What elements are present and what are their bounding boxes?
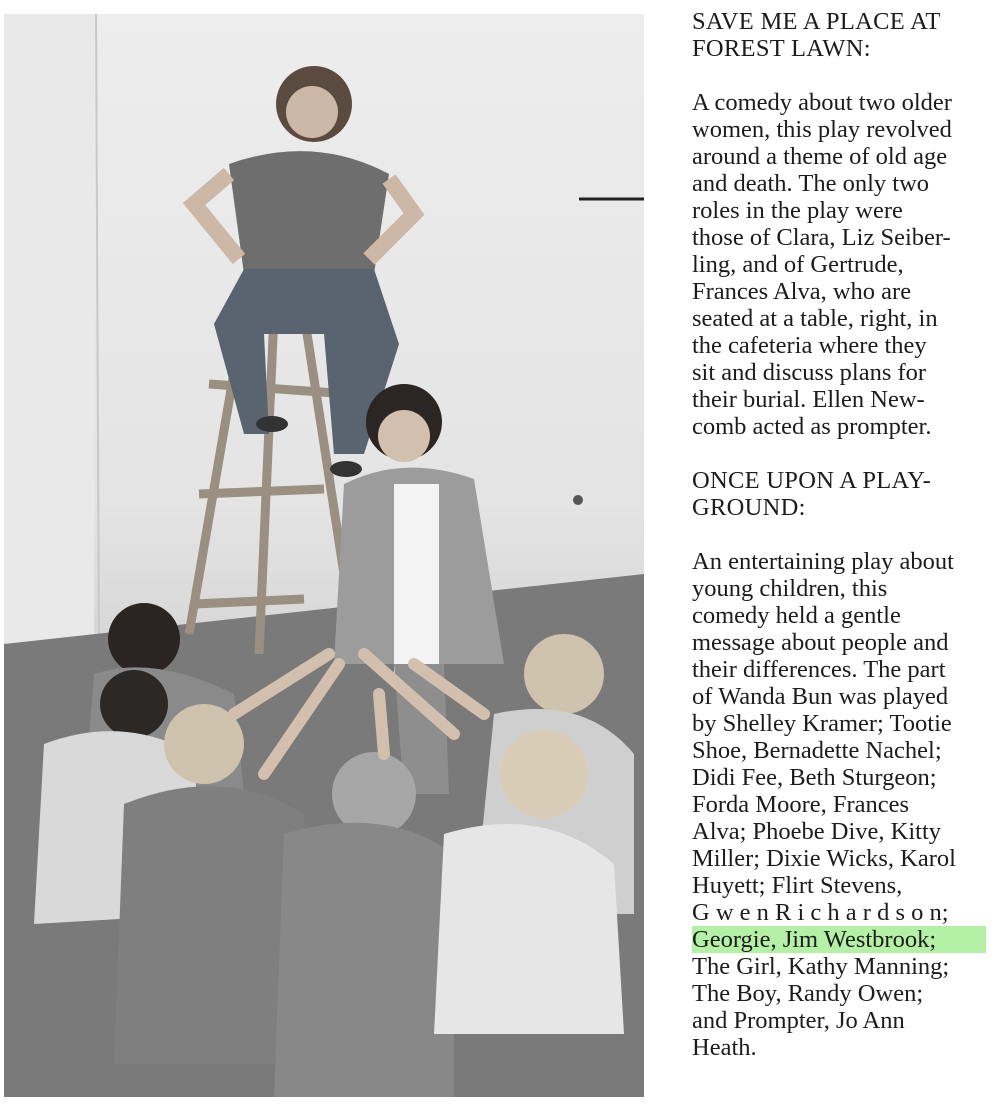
body-line: Shoe, Bernadette Nachel; [692,737,942,764]
body-line: and Prompter, Jo Ann [692,1007,905,1034]
body-line: ling, and of Gertrude, [692,251,904,278]
body-line: those of Clara, Liz Seiber- [692,224,951,251]
body-line: The Girl, Kathy Manning; [692,953,950,980]
section-body-forest-lawn [692,89,986,440]
section-heading-forest-lawn [692,8,986,62]
body-line: of Wanda Bun was played [692,683,949,710]
article-column [692,8,986,1061]
heading-line: FOREST LAWN: [692,35,871,62]
body-line: Miller; Dixie Wicks, Karol [692,845,956,872]
body-line: G w e n R i c h a r d s o n; [692,899,949,926]
body-line: A comedy about two older [692,89,952,116]
body-line: around a theme of old age [692,143,948,170]
body-line: Forda Moore, Frances [692,791,910,818]
body-line: and death. The only two [692,170,930,197]
body-line: comedy held a gentle [692,602,901,629]
heading-line: ONCE UPON A PLAY- [692,467,932,494]
stage-rehearsal-photo [4,14,644,1097]
body-line: young children, this [692,575,888,602]
section-heading-playground [692,467,986,521]
body-line: sit and discuss plans for [692,359,927,386]
body-line: An entertaining play about [692,548,954,575]
heading-line: GROUND: [692,494,806,521]
body-line: roles in the play were [692,197,903,224]
body-line: The Boy, Randy Owen; [692,980,924,1007]
body-line: their burial. Ellen New- [692,386,925,413]
body-line: women, this play revolved [692,116,952,143]
body-line: message about people and [692,629,949,656]
body-line: seated at a table, right, in [692,305,938,332]
body-line: comb acted as prompter. [692,413,932,440]
body-line: Heath. [692,1034,757,1061]
section-body-playground [692,548,986,1061]
highlighted-body-line: Georgie, Jim Westbrook; [692,926,986,953]
body-line: their differences. The part [692,656,946,683]
heading-line: SAVE ME A PLACE AT [692,8,941,35]
photo-illustration [4,14,644,1097]
body-line: Huyett; Flirt Stevens, [692,872,903,899]
body-line: by Shelley Kramer; Tootie [692,710,952,737]
body-line: Frances Alva, who are [692,278,912,305]
body-line: Alva; Phoebe Dive, Kitty [692,818,942,845]
body-line: the cafeteria where they [692,332,927,359]
body-line: Didi Fee, Beth Sturgeon; [692,764,937,791]
